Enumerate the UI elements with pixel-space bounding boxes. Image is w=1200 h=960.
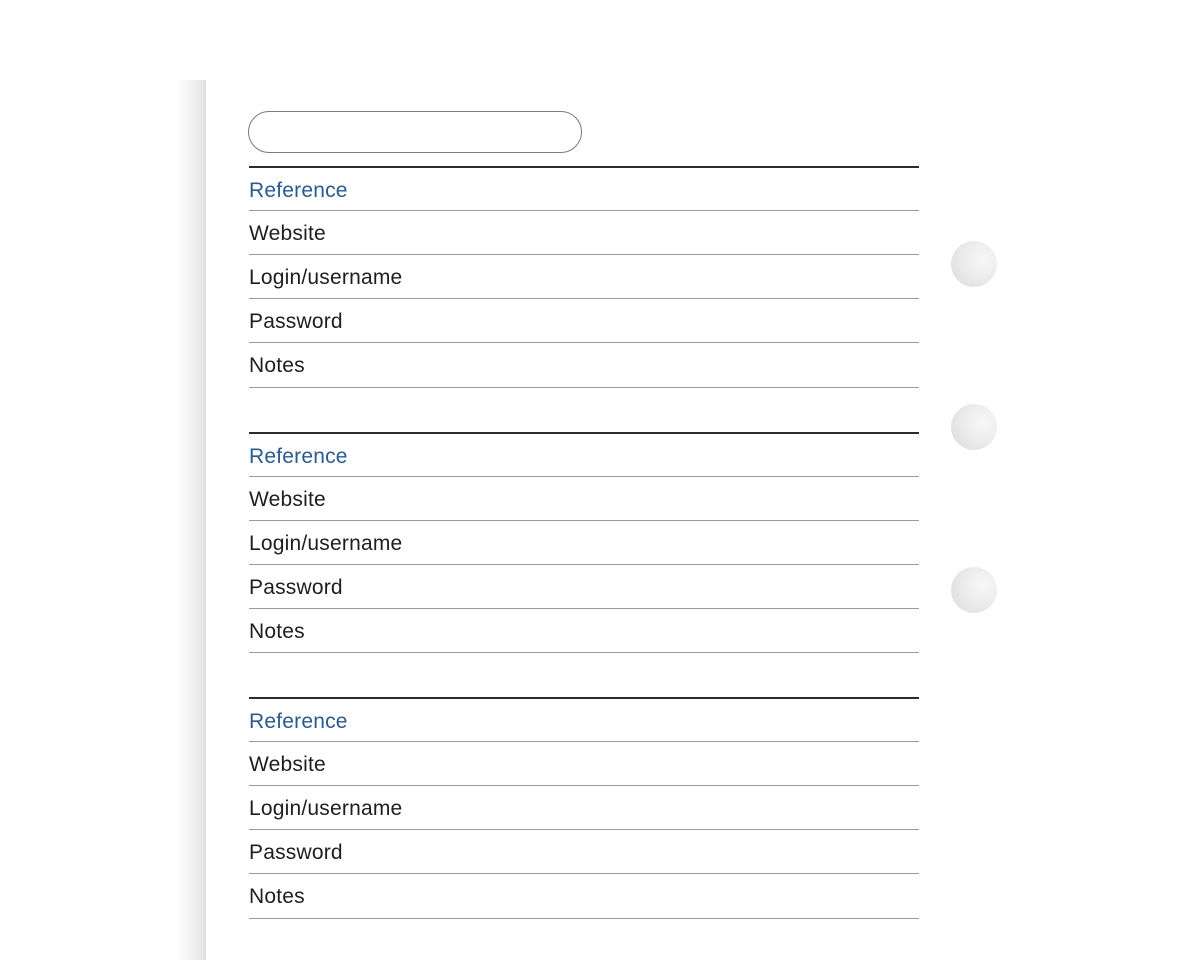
password-row[interactable] [249, 298, 919, 342]
reference-row[interactable] [249, 697, 919, 741]
password-record-2 [249, 432, 919, 654]
notes-row[interactable] [249, 608, 919, 654]
website-label: Website [249, 753, 326, 776]
website-label: Website [249, 222, 326, 245]
login-username-label: Login/username [249, 797, 403, 820]
website-label: Website [249, 487, 326, 511]
login-username-label: Login/username [249, 266, 403, 289]
password-row[interactable] [249, 829, 919, 873]
password-record-1 [249, 166, 919, 388]
password-row[interactable] [249, 564, 919, 608]
binder-hole-icon [951, 567, 997, 613]
website-row[interactable] [249, 210, 919, 254]
notes-label: Notes [249, 619, 305, 643]
binder-hole-icon [951, 241, 997, 287]
notes-label: Notes [249, 885, 305, 908]
login-username-row[interactable] [249, 520, 919, 564]
login-username-row[interactable] [249, 785, 919, 829]
reference-row[interactable] [249, 166, 919, 210]
password-label: Password [249, 575, 343, 599]
page-edge-shadow [176, 80, 206, 960]
password-record-3 [249, 697, 919, 919]
login-username-row[interactable] [249, 254, 919, 298]
notes-label: Notes [249, 354, 305, 377]
reference-label: Reference [249, 179, 348, 202]
password-label: Password [249, 310, 343, 333]
website-row[interactable] [249, 476, 919, 520]
notes-row[interactable] [249, 342, 919, 388]
password-label: Password [249, 841, 343, 864]
website-row[interactable] [249, 741, 919, 785]
reference-label: Reference [249, 710, 348, 733]
binder-hole-icon [951, 404, 997, 450]
reference-label: Reference [249, 444, 348, 468]
login-username-label: Login/username [249, 531, 403, 555]
password-log-form [249, 166, 919, 919]
title-input-field[interactable] [248, 111, 582, 153]
notes-row[interactable] [249, 873, 919, 919]
reference-row[interactable] [249, 432, 919, 476]
